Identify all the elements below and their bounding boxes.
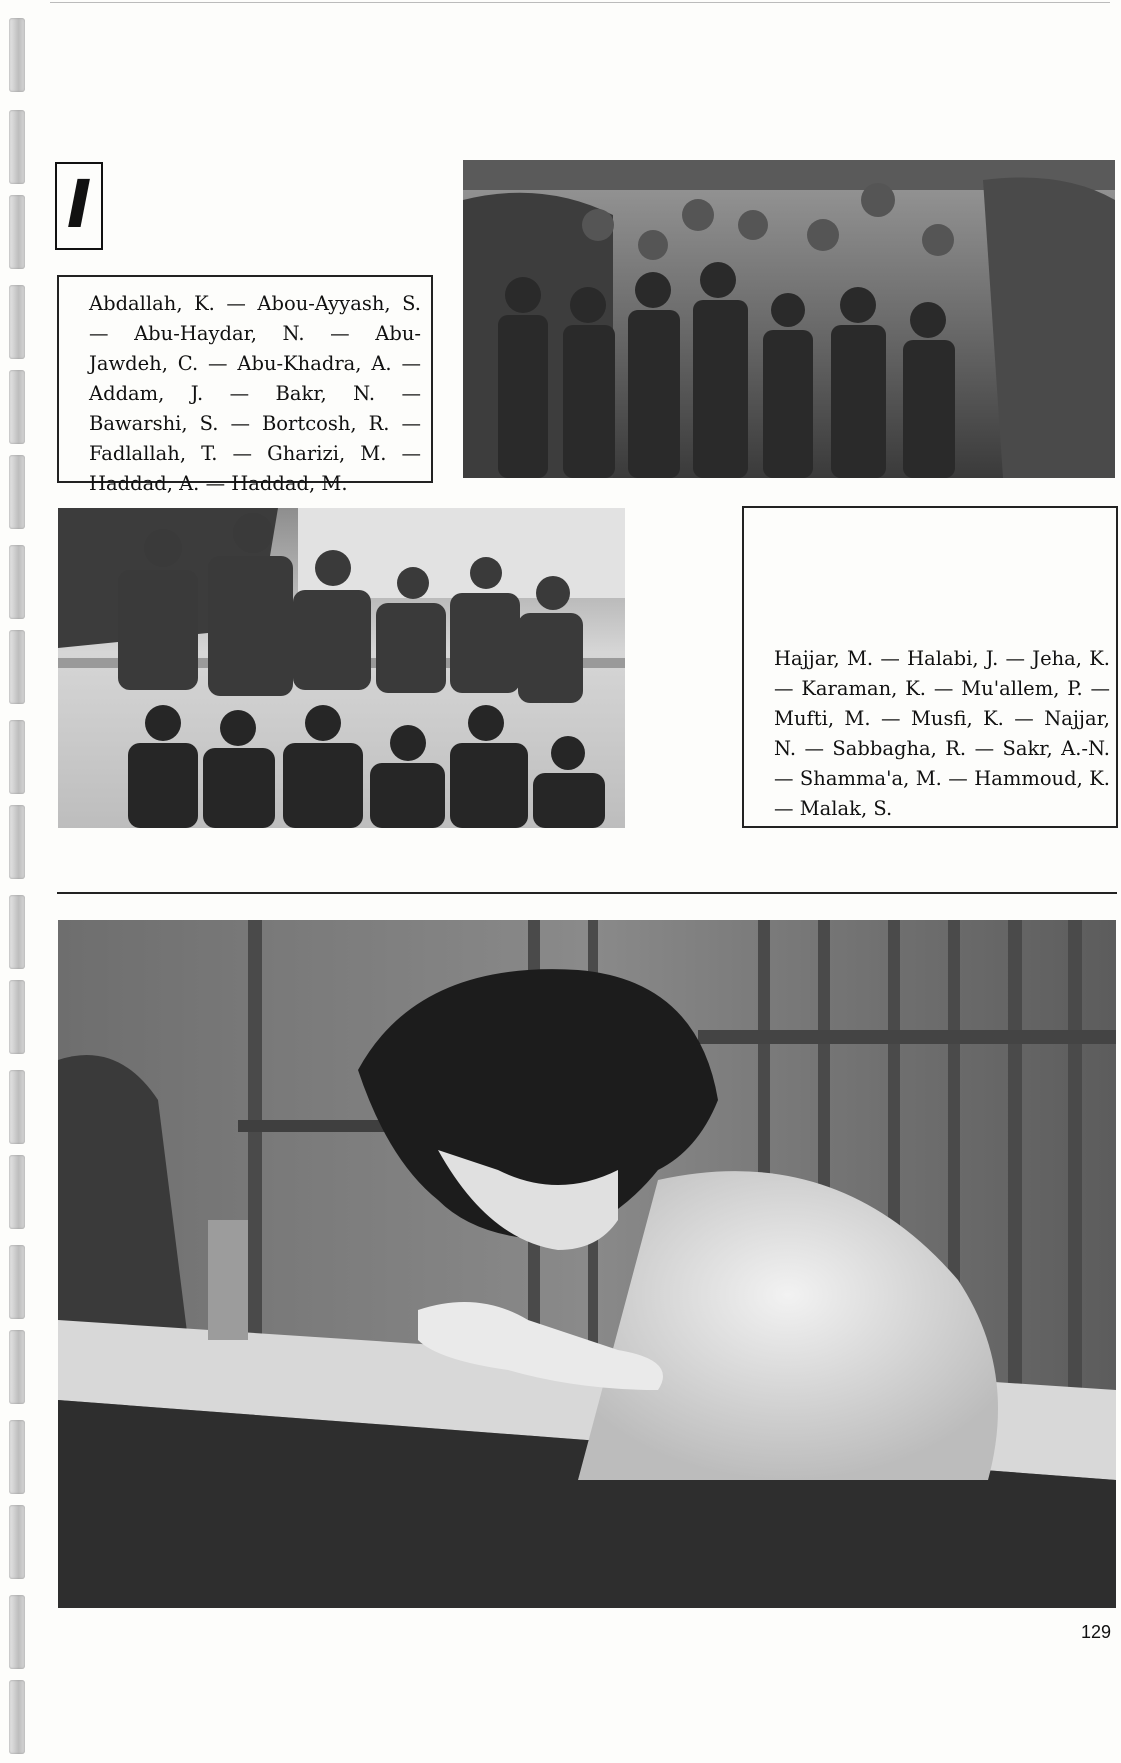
binder-hole <box>9 1330 25 1404</box>
binder-hole <box>9 1245 25 1319</box>
binder-hole <box>9 545 25 619</box>
binder-hole <box>9 980 25 1054</box>
binder-hole <box>9 630 25 704</box>
binder-hole <box>9 18 25 92</box>
section-letter-badge: I <box>55 162 103 250</box>
binder-hole <box>9 110 25 184</box>
names-caption-top-text: Abdallah, K. — Abou-Ayyash, S. — Abu-Haydar, N. — Abu-Jawdeh, C. — Abu-Khadra, A. — Addam, J. — Bakr, N. — Bawarshi, S. — Bortcosh, R. — Fadlallah, T. — Gharizi, M. — Haddad, A. — Haddad, M. <box>89 292 421 495</box>
binder-hole <box>9 805 25 879</box>
page-number: 129 <box>1080 1622 1111 1642</box>
names-caption-top <box>57 275 433 495</box>
binder-hole <box>9 720 25 794</box>
binder-hole <box>9 1420 25 1494</box>
binder-hole <box>9 1595 25 1669</box>
binder-hole <box>9 370 25 444</box>
binder-hole <box>9 895 25 969</box>
binder-hole <box>9 1070 25 1144</box>
top-rule <box>50 2 1110 3</box>
binder-hole <box>9 1155 25 1229</box>
binder-hole <box>9 1505 25 1579</box>
binder-hole <box>9 195 25 269</box>
binder-hole <box>9 455 25 529</box>
binder-holes-strip <box>0 0 42 1763</box>
group-photo-middle <box>58 508 625 828</box>
binder-hole <box>9 1680 25 1754</box>
names-caption-middle <box>742 506 1118 828</box>
binder-hole <box>9 285 25 359</box>
group-photo-top <box>463 160 1115 478</box>
section-divider <box>57 892 1117 894</box>
names-caption-middle-text: Hajjar, M. — Halabi, J. — Jeha, K. — Karaman, K. — Mu'allem, P. — Mufti, M. — Musfi, K. — Najjar, N. — Sabbagha, R. — Sakr, A.-N. — Shamma'a, M. — Hammoud, K. — Malak, S. <box>774 647 1110 820</box>
student-writing-photo <box>58 920 1116 1608</box>
